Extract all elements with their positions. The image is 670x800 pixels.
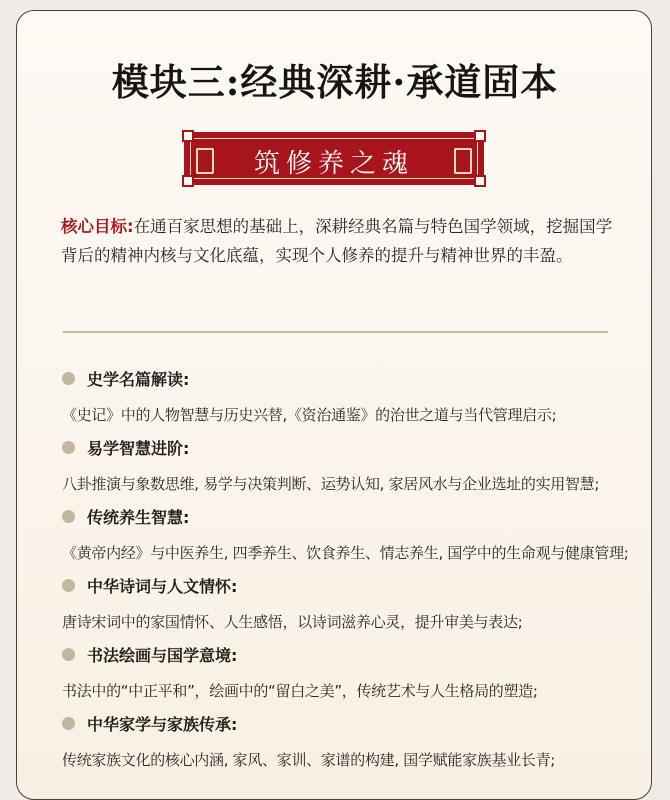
topic-description: 传统家族文化的核心内涵, 家风、家训、家谱的构建, 国学赋能家族基业长青;: [62, 751, 556, 769]
section-banner: [184, 132, 484, 185]
topic-description: 唐诗宋词中的家国情怀、人生感悟，以诗词滋养心灵，提升审美与表达;: [62, 613, 523, 631]
topic-description: 《黄帝内经》与中医养生, 四季养生、饮食养生、情志养生, 国学中的生命观与健康管理;: [62, 544, 629, 562]
topic-item: [62, 574, 642, 632]
bullet-dot: [62, 441, 75, 454]
topic-description: 《史记》中的人物智慧与历史兴替,《资治通鉴》的治世之道与当代管理启示;: [62, 406, 557, 424]
divider: [63, 331, 608, 333]
banner-label: 筑修养之魂: [253, 149, 414, 179]
topic-heading: 史学名篇解读:: [87, 370, 190, 389]
banner-corner-ornament: [474, 130, 486, 142]
topic-heading: 书法绘画与国学意境:: [87, 646, 238, 665]
bullet-dot: [62, 372, 75, 385]
topic-description: 书法中的“中正平和”，绘画中的“留白之美”，传统艺术与人生格局的塑造;: [62, 682, 538, 700]
topic-item: [62, 367, 642, 425]
bullet-dot: [62, 510, 75, 523]
bullet-dot: [62, 717, 75, 730]
topic-heading: 传统养生智慧:: [87, 508, 190, 527]
core-goal-text: 在通百家思想的基础上，深耕经典名篇与特色国学领域，挖掘国学背后的精神内核与文化底蕴，实现个人修养的提升与精神世界的丰盈。: [61, 217, 613, 265]
core-goal-paragraph: [61, 212, 621, 270]
topic-item: [62, 712, 642, 770]
topic-description: 八卦推演与象数思维, 易学与决策判断、运势认知, 家居风水与企业选址的实用智慧;: [62, 475, 600, 493]
topic-item: [62, 505, 642, 563]
core-goal-label: 核心目标:: [61, 217, 134, 236]
banner-corner-ornament: [182, 130, 194, 142]
topic-heading: 中华家学与家族传承:: [87, 715, 238, 734]
topic-item: [62, 436, 642, 494]
bullet-dot: [62, 648, 75, 661]
topic-heading: 易学智慧进阶:: [87, 439, 190, 458]
topic-item: [62, 643, 642, 701]
bullet-dot: [62, 579, 75, 592]
page-title: 模块三:经典深耕·承道固本: [111, 60, 559, 104]
topic-heading: 中华诗词与人文情怀:: [87, 577, 238, 596]
